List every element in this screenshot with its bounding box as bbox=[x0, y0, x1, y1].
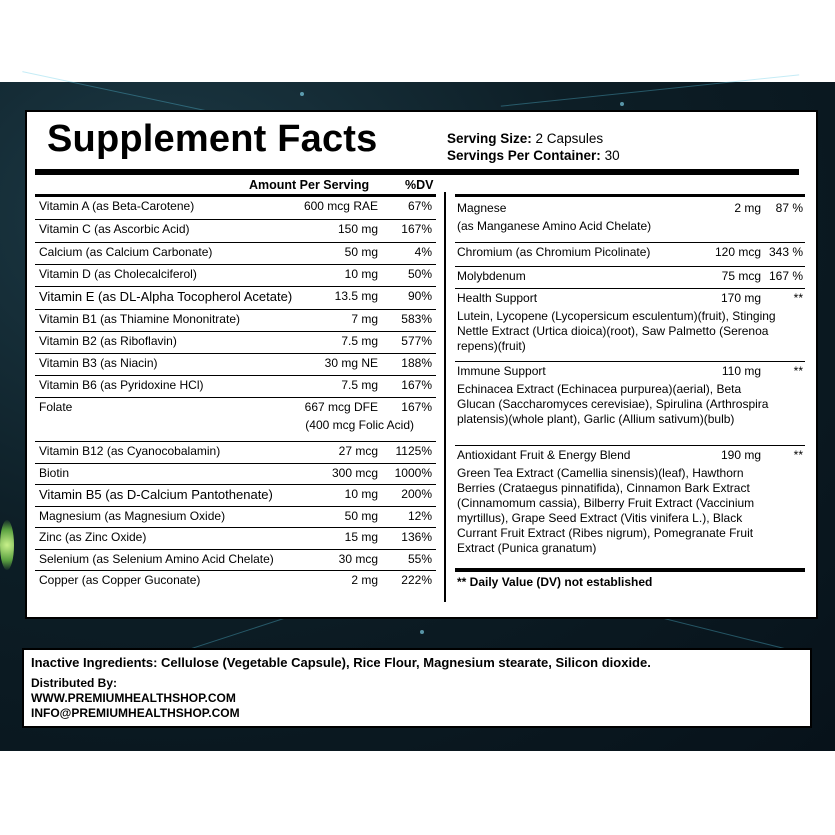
blend-ingredients: Echinacea Extract (Echinacea purpurea)(aerial), Beta Glucan (Saccharomyces cerevisiae), Spirulina (Arthrospira platensis)(whole plant), Garlic (Allium sativum)(bulb) bbox=[457, 382, 769, 426]
nutrient-dv: 87 % bbox=[775, 201, 803, 215]
nutrient-row bbox=[35, 197, 436, 220]
nutrient-dv: 222% bbox=[401, 573, 432, 587]
nutrient-name: Vitamin A (as Beta-Carotene) bbox=[39, 199, 195, 213]
nutrient-row bbox=[35, 265, 436, 287]
circuit-line bbox=[501, 74, 799, 106]
nutrient-dv: ** bbox=[793, 364, 803, 378]
nutrient-name: Selenium (as Selenium Amino Acid Chelate) bbox=[39, 552, 274, 566]
nutrient-amount: 7 mg bbox=[351, 312, 378, 326]
nutrient-dv: 583% bbox=[401, 312, 432, 326]
nutrient-dv: 343 % bbox=[768, 245, 803, 259]
nutrient-name: Molybdenum bbox=[457, 269, 526, 283]
nutrient-name: Antioxidant Fruit & Energy Blend bbox=[457, 448, 631, 462]
nutrient-name: Health Support bbox=[457, 291, 538, 305]
nutrient-name: Magnesium (as Magnesium Oxide) bbox=[39, 509, 226, 523]
circuit-node bbox=[620, 102, 624, 106]
nutrient-amount: 2 mg bbox=[351, 573, 378, 587]
nutrient-dv: 167% bbox=[401, 400, 432, 414]
servings-per-container-value: 30 bbox=[604, 148, 620, 163]
nutrient-amount: 27 mcg bbox=[338, 444, 378, 458]
nutrient-row bbox=[35, 287, 436, 310]
nutrient-amount: 667 mcg DFE bbox=[304, 400, 378, 414]
nutrient-name: Zinc (as Zinc Oxide) bbox=[39, 530, 147, 544]
nutrient-dv: 577% bbox=[401, 334, 432, 348]
thick-rule bbox=[35, 169, 799, 175]
nutrient-row bbox=[35, 354, 436, 376]
blend-ingredients: Green Tea Extract (Camellia sinensis)(leaf), Hawthorn Berries (Crataegus pinnatifida), Cinnamon Bark Extract (Cinnamomum cassia), Bilberry Fruit Extract (Vaccinium myrtillus), Grape Seed Extract (Vitis vinifera L.), Black Currant Fruit Extract (Ribes nigrum), Pomegranate Fruit Extract (Punica granatum) bbox=[457, 466, 755, 555]
nutrient-amount: 15 mg bbox=[344, 530, 378, 544]
nutrient-row bbox=[35, 442, 436, 464]
serving-size-label: Serving Size: bbox=[447, 131, 532, 146]
nutrient-row bbox=[455, 267, 805, 289]
nutrient-amount: 10 mg bbox=[344, 267, 378, 281]
nutrient-amount: 2 mg bbox=[734, 201, 761, 215]
nutrient-amount: 30 mg NE bbox=[324, 356, 378, 370]
website-text: WWW.PREMIUMHEALTHSHOP.COM bbox=[31, 691, 236, 705]
nutrient-name: Vitamin B12 (as Cyanocobalamin) bbox=[39, 444, 221, 458]
nutrient-row bbox=[35, 220, 436, 243]
nutrient-name: Calcium (as Calcium Carbonate) bbox=[39, 245, 213, 259]
nutrient-row bbox=[35, 243, 436, 265]
nutrient-amount: 120 mcg bbox=[714, 245, 761, 259]
nutrient-dv: ** bbox=[793, 448, 803, 462]
right-header-rule bbox=[455, 194, 805, 197]
nutrient-dv: 90% bbox=[407, 289, 432, 303]
nutrient-name: Vitamin C (as Ascorbic Acid) bbox=[39, 222, 190, 236]
nutrient-amount: 190 mg bbox=[720, 448, 761, 462]
nutrient-name: Biotin bbox=[39, 466, 70, 480]
email-text: INFO@PREMIUMHEALTHSHOP.COM bbox=[31, 706, 240, 720]
nutrient-row bbox=[35, 464, 436, 485]
green-glow-light bbox=[0, 520, 14, 570]
supplement-facts-panel bbox=[25, 110, 818, 619]
nutrient-dv: 1125% bbox=[395, 444, 432, 458]
nutrient-amount: 30 mcg bbox=[338, 552, 378, 566]
amount-header: Amount Per Serving bbox=[249, 178, 370, 192]
nutrient-dv: 167 % bbox=[768, 269, 803, 283]
nutrient-dv: 188% bbox=[401, 356, 432, 370]
nutrient-dv: ** bbox=[793, 291, 803, 305]
nutrient-amount: 50 mg bbox=[344, 245, 378, 259]
distributed-by-label: Distributed By: bbox=[31, 676, 118, 690]
nutrient-row bbox=[455, 446, 805, 555]
nutrient-row bbox=[35, 507, 436, 528]
nutrient-dv: 167% bbox=[401, 222, 432, 236]
nutrient-name: Chromium (as Chromium Picolinate) bbox=[457, 245, 651, 259]
nutrient-dv: 136% bbox=[401, 530, 432, 544]
column-divider bbox=[444, 192, 446, 602]
nutrient-amount: 170 mg bbox=[720, 291, 761, 305]
nutrient-dv: 50% bbox=[407, 267, 432, 281]
inactive-ingredients-text: Inactive Ingredients: Cellulose (Vegetable Capsule), Rice Flour, Magnesium stearate, Silicon dioxide. bbox=[31, 655, 651, 670]
nutrient-name: Folate bbox=[39, 400, 73, 414]
nutrient-name: Vitamin E (as DL-Alpha Tocopherol Acetate) bbox=[39, 289, 293, 304]
nutrient-amount: 110 mg bbox=[721, 364, 761, 378]
servings-per-container-label: Servings Per Container: bbox=[447, 148, 601, 163]
nutrient-row bbox=[35, 376, 436, 398]
nutrient-dv: 1000% bbox=[394, 466, 432, 480]
nutrient-amount: 75 mcg bbox=[721, 269, 761, 283]
nutrient-name: Vitamin B1 (as Thiamine Mononitrate) bbox=[39, 312, 240, 326]
nutrient-amount: 7.5 mg bbox=[341, 334, 378, 348]
inactive-ingredients-box bbox=[22, 648, 812, 728]
nutrient-name: Copper (as Copper Guconate) bbox=[39, 573, 201, 587]
nutrient-row bbox=[35, 398, 436, 442]
right-bottom-rule bbox=[455, 568, 805, 572]
blend-ingredients: Lutein, Lycopene (Lycopersicum esculentum)(fruit), Stinging Nettle Extract (Urtica dioica)(root), Saw Palmetto (Serenoa repens)(fruit) bbox=[457, 309, 776, 353]
nutrient-amount-note: (400 mcg Folic Acid) bbox=[305, 418, 414, 432]
page-title: Supplement Facts bbox=[47, 118, 378, 160]
nutrient-amount: 300 mcg bbox=[331, 466, 378, 480]
blend-ingredients: (as Manganese Amino Acid Chelate) bbox=[457, 219, 652, 233]
nutrient-row bbox=[35, 571, 436, 593]
nutrient-name: Vitamin D (as Cholecalciferol) bbox=[39, 267, 197, 281]
nutrient-row bbox=[455, 289, 805, 362]
serving-size-value: 2 Capsules bbox=[535, 131, 604, 146]
nutrient-amount: 600 mcg RAE bbox=[303, 199, 378, 213]
nutrient-row bbox=[455, 362, 805, 446]
nutrient-row bbox=[35, 332, 436, 354]
nutrient-dv: 12% bbox=[407, 509, 432, 523]
nutrient-dv: 55% bbox=[407, 552, 432, 566]
nutrient-name: Vitamin B2 (as Riboflavin) bbox=[39, 334, 177, 348]
nutrient-name: Vitamin B3 (as Niacin) bbox=[39, 356, 158, 370]
circuit-node bbox=[420, 630, 424, 634]
nutrient-row bbox=[35, 485, 436, 507]
nutrient-row bbox=[455, 199, 805, 243]
dv-header: %DV bbox=[405, 178, 434, 192]
nutrient-amount: 150 mg bbox=[337, 222, 378, 236]
nutrient-row bbox=[455, 243, 805, 267]
nutrient-dv: 200% bbox=[401, 487, 432, 501]
nutrient-row bbox=[35, 528, 436, 550]
nutrient-dv: 4% bbox=[414, 245, 432, 259]
nutrient-name: Vitamin B5 (as D-Calcium Pantothenate) bbox=[39, 487, 273, 502]
nutrient-amount: 13.5 mg bbox=[334, 289, 378, 303]
nutrient-amount: 10 mg bbox=[344, 487, 378, 501]
nutrient-row bbox=[35, 550, 436, 571]
dv-footnote: ** Daily Value (DV) not established bbox=[457, 575, 653, 589]
nutrient-name: Magnese bbox=[457, 201, 507, 215]
nutrient-name: Vitamin B6 (as Pyridoxine HCl) bbox=[39, 378, 204, 392]
nutrient-amount: 50 mg bbox=[344, 509, 378, 523]
nutrient-amount: 7.5 mg bbox=[341, 378, 378, 392]
circuit-node bbox=[300, 92, 304, 96]
serving-info bbox=[447, 130, 620, 164]
nutrient-name: Immune Support bbox=[457, 364, 546, 378]
nutrient-dv: 67% bbox=[407, 199, 432, 213]
nutrient-dv: 167% bbox=[401, 378, 432, 392]
nutrient-row bbox=[35, 310, 436, 332]
